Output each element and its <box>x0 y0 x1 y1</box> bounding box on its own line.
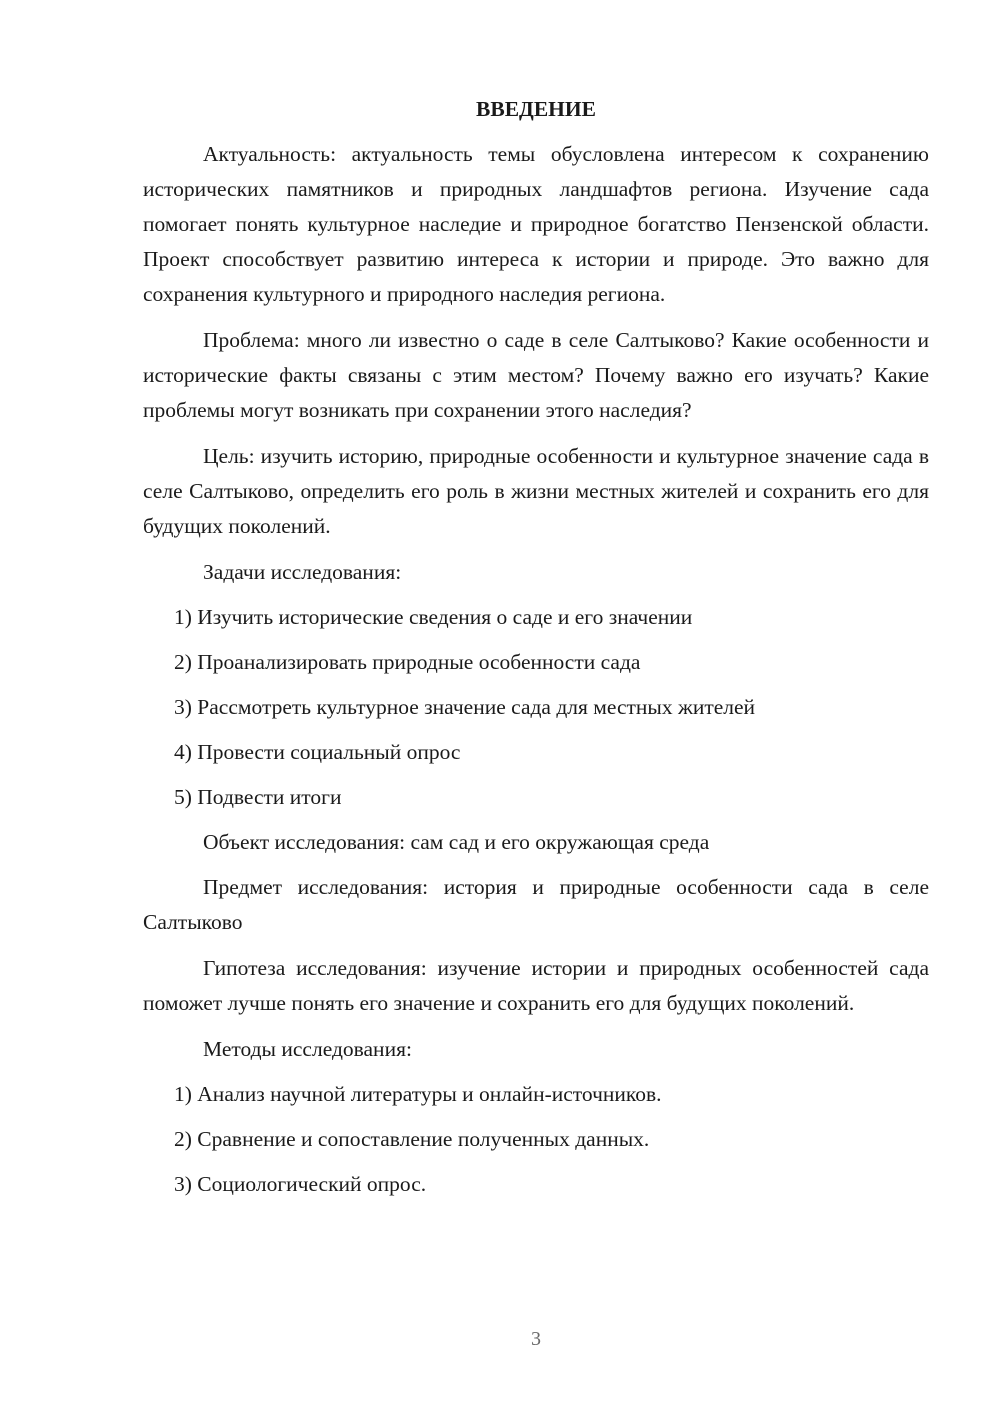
hypothesis-paragraph: Гипотеза исследования: изучение истории и природных особенностей сада поможет лучше понять его значение и сохранить его для будущих поколений. <box>143 956 929 1015</box>
methods-list <box>143 1077 929 1202</box>
section-title: ВВЕДЕНИЕ <box>476 97 596 121</box>
task-item: 2) Проанализировать природные особенности сада <box>174 650 641 674</box>
task-item: 1) Изучить исторические сведения о саде и его значении <box>174 605 693 629</box>
task-item: 5) Подвести итоги <box>174 785 342 809</box>
tasks-list <box>143 600 929 815</box>
method-item: 3) Социологический опрос. <box>174 1172 427 1196</box>
method-item: 2) Сравнение и сопоставление полученных данных. <box>174 1127 650 1151</box>
task-item: 4) Провести социальный опрос <box>174 740 461 764</box>
subject-paragraph: Предмет исследования: история и природные особенности сада в селе Салтыково <box>143 875 929 934</box>
method-item: 1) Анализ научной литературы и онлайн-источников. <box>174 1082 662 1106</box>
problem-paragraph: Проблема: много ли известно о саде в селе Салтыково? Какие особенности и исторические факты связаны с этим местом? Почему важно его изучать? Какие проблемы могут возникать при сохранении этого наследия? <box>143 328 929 422</box>
goal-paragraph: Цель: изучить историю, природные особенности и культурное значение сада в селе Салтыково, определить его роль в жизни местных жителей и сохранить его для будущих поколений. <box>143 444 929 538</box>
task-item: 3) Рассмотреть культурное значение сада для местных жителей <box>174 695 756 719</box>
page-number: 3 <box>531 1328 541 1350</box>
document-page <box>143 92 929 1212</box>
relevance-paragraph: Актуальность: актуальность темы обусловлена интересом к сохранению исторических памятников и природных ландшафтов региона. Изучение сада помогает понять культурное наследие и природное богатство Пензенской области. Проект способствует развитию интереса к истории и природе. Это важно для сохранения культурного и природного наследия региона. <box>143 142 929 306</box>
object-paragraph: Объект исследования: сам сад и его окружающая среда <box>203 830 710 854</box>
methods-heading: Методы исследования: <box>203 1037 412 1061</box>
tasks-heading: Задачи исследования: <box>203 560 402 584</box>
